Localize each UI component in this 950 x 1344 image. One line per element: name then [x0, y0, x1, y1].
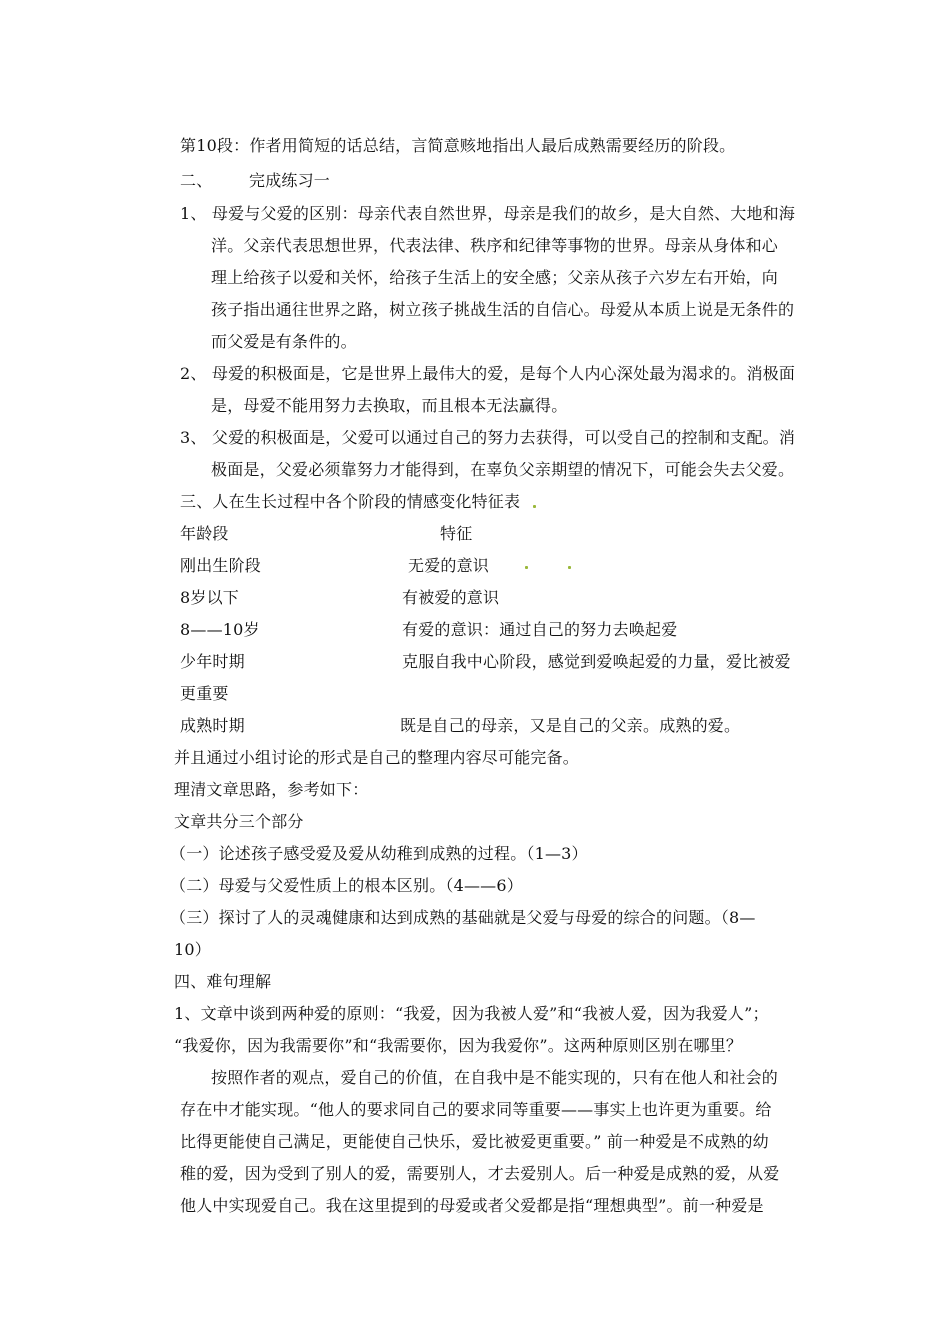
outline-item: （三）探讨了人的灵魂健康和达到成熟的基础就是父爱与母爱的综合的问题。（8— [170, 908, 756, 927]
table-row-feature: 克服自我中心阶段，感觉到爱唤起爱的力量，爱比被爱 [402, 652, 791, 671]
section-2-number: 二、 [180, 171, 213, 190]
table-row-feature: 有被爱的意识 [402, 588, 500, 607]
outline-item: （一）论述孩子感受爱及爱从幼稚到成熟的过程。（1—3） [170, 844, 588, 863]
paragraph-10-summary: 第10段：作者用简短的话总结，言简意赅地指出人最后成熟需要经历的阶段。 [180, 136, 736, 155]
outline-item-continuation: 10） [174, 940, 211, 959]
item-3-line: 3、 父爱的积极面是，父爱可以通过自己的努力去获得，可以受自己的控制和支配。消 [180, 428, 796, 447]
ink-mark [533, 505, 536, 508]
table-row-age: 8岁以下 [180, 588, 239, 607]
section-3-heading: 三、人在生长过程中各个阶段的情感变化特征表 [180, 492, 521, 511]
question-1-line: 1、文章中谈到两种爱的原则：“我爱，因为我被人爱”和“我被人爱，因为我爱人”； [174, 1004, 769, 1023]
table-row-feature: 既是自己的母亲，又是自己的父亲。成熟的爱。 [400, 716, 741, 735]
table-row-continuation: 更重要 [180, 684, 229, 703]
table-row-feature: 无爱的意识 [408, 556, 490, 575]
section-4-heading: 四、难句理解 [174, 972, 272, 991]
item-3-line: 极面是，父爱必须靠努力才能得到，在辜负父亲期望的情况下，可能会失去父爱。 [211, 460, 795, 479]
item-1-line: 理上给孩子以爱和关怀，给孩子生活上的安全感；父亲从孩子六岁左右开始，向 [211, 268, 779, 287]
item-1-line: 洋。父亲代表思想世界，代表法律、秩序和纪律等事物的世界。母亲从身体和心 [211, 236, 779, 255]
table-header-feature: 特征 [440, 524, 473, 543]
question-1-line: “我爱你，因为我需要你”和“我需要你，因为我爱你”。这两种原则区别在哪里？ [174, 1036, 743, 1055]
table-row-feature: 有爱的意识：通过自己的努力去唤起爱 [402, 620, 678, 639]
outline-item: （二）母爱与父爱性质上的根本区别。（4——6） [170, 876, 523, 895]
answer-line: 比得更能使自己满足，更能使自己快乐，爱比被爱更重要。” 前一种爱是不成熟的幼 [180, 1132, 769, 1151]
answer-line: 存在中才能实现。“他人的要求同自己的要求同等重要——事实上也许更为重要。给 [180, 1100, 772, 1119]
ink-mark [568, 566, 571, 569]
answer-line: 他人中实现爱自己。我在这里提到的母爱或者父爱都是指“理想典型”。前一种爱是 [180, 1196, 764, 1215]
table-row-age: 刚出生阶段 [180, 556, 262, 575]
table-row-age: 8——10岁 [180, 620, 260, 639]
outline-intro: 理清文章思路，参考如下： [174, 780, 369, 799]
discussion-note: 并且通过小组讨论的形式是自己的整理内容尽可能完备。 [174, 748, 580, 767]
outline-parts-count: 文章共分三个部分 [174, 812, 304, 831]
item-1-line: 1、 母爱与父爱的区别：母亲代表自然世界，母亲是我们的故乡，是大自然、大地和海 [180, 204, 796, 223]
table-row-age: 成熟时期 [180, 716, 245, 735]
table-row-age: 少年时期 [180, 652, 245, 671]
item-2-line: 是，母爱不能用努力去换取，而且根本无法赢得。 [211, 396, 568, 415]
item-1-line: 而父爱是有条件的。 [211, 332, 357, 351]
answer-line: 按照作者的观点，爱自己的价值，在自我中是不能实现的，只有在他人和社会的 [211, 1068, 779, 1087]
table-header-age: 年龄段 [180, 524, 229, 543]
ink-mark [525, 566, 528, 569]
answer-line: 稚的爱，因为受到了别人的爱，需要别人，才去爱别人。后一种爱是成熟的爱，从爱 [180, 1164, 780, 1183]
item-1-line: 孩子指出通往世界之路，树立孩子挑战生活的自信心。母爱从本质上说是无条件的 [211, 300, 795, 319]
item-2-line: 2、 母爱的积极面是，它是世界上最伟大的爱，是每个人内心深处最为渴求的。消极面 [180, 364, 796, 383]
section-2-heading: 完成练习一 [249, 171, 331, 190]
